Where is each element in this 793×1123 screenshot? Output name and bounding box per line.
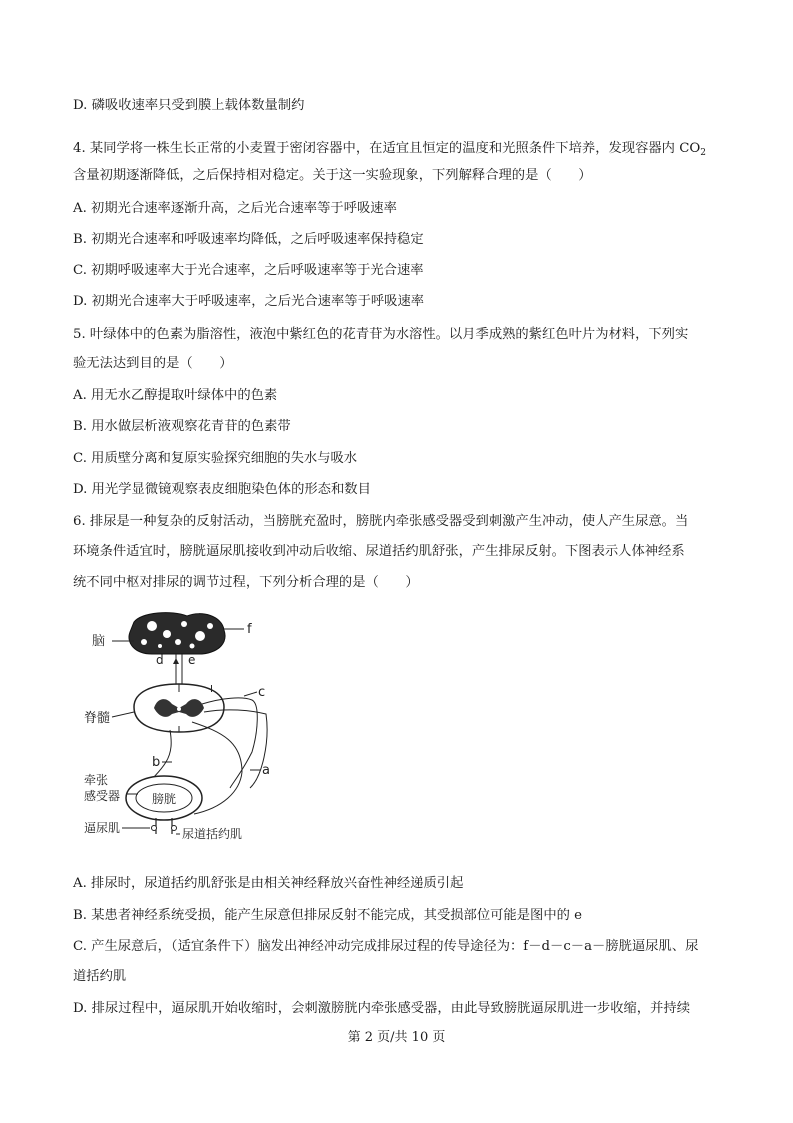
q3-option-d: D. 磷吸收速率只受到膜上载体数量制约 bbox=[73, 98, 305, 113]
label-detrusor: 逼尿肌 bbox=[84, 821, 121, 835]
q6-option-d: D. 排尿过程中，逼尿肌开始收缩时，会刺激膀胱内牵张感受器，由此导致膀胱逼尿肌进一步收缩，并持续 bbox=[73, 1001, 690, 1016]
svg-text:I: I bbox=[210, 684, 213, 695]
label-f: f bbox=[247, 622, 252, 637]
brain-illustration bbox=[129, 613, 225, 654]
label-d: d bbox=[156, 653, 164, 667]
q4-option-a: A. 初期光合速率逐渐升高，之后光合速率等于呼吸速率 bbox=[73, 201, 397, 216]
q4-option-c: C. 初期呼吸速率大于光合速率，之后呼吸速率等于光合速率 bbox=[73, 263, 424, 278]
q4-stem-line2: 含量初期逐渐降低，之后保持相对稳定。关于这一实验现象，下列解释合理的是（ ） bbox=[73, 168, 592, 183]
q6-stem-line2: 环境条件适宜时，膀胱逼尿肌接收到冲动后收缩、尿道括约肌舒张，产生排尿反射。下图表示人体神经系 bbox=[73, 544, 685, 559]
label-bladder: 膀胱 bbox=[152, 792, 177, 806]
diagram-svg bbox=[82, 612, 282, 847]
label-sphincter: 尿道括约肌 bbox=[182, 827, 243, 841]
q5-stem-line1: 5. 叶绿体中的色素为脂溶性，液泡中紫红色的花青苷为水溶性。以月季成熟的紫红色叶片为材料，下列实 bbox=[73, 327, 689, 342]
q4-option-d: D. 初期光合速率大于呼吸速率，之后光合速率等于呼吸速率 bbox=[73, 294, 425, 309]
q4-option-b: B. 初期光合速率和呼吸速率均降低，之后呼吸速率保持稳定 bbox=[73, 232, 424, 247]
q4-stem-text: 4. 某同学将一株生长正常的小麦置于密闭容器中，在适宜且恒定的温度和光照条件下培养，发现容器内 CO bbox=[73, 141, 701, 156]
label-a: a bbox=[262, 763, 270, 778]
q5-stem-line2: 验无法达到目的是（ ） bbox=[73, 356, 233, 371]
q6-option-b: B. 某患者神经系统受损，能产生尿意但排尿反射不能完成，其受损部位可能是图中的 e bbox=[73, 908, 583, 923]
q5-option-c: C. 用质壁分离和复原实验探究细胞的失水与吸水 bbox=[73, 451, 358, 466]
label-e: e bbox=[188, 653, 196, 667]
q5-option-b: B. 用水做层析液观察花青苷的色素带 bbox=[73, 419, 291, 434]
q4-stem-line1 bbox=[73, 140, 723, 162]
label-brain: 脑 bbox=[92, 634, 106, 649]
q6-stem-line3: 统不同中枢对排尿的调节过程，下列分析合理的是（ ） bbox=[73, 575, 419, 590]
page-footer: 第 2 页/共 10 页 bbox=[347, 1030, 446, 1045]
label-b: b bbox=[152, 755, 161, 770]
label-c: c bbox=[258, 685, 266, 700]
urination-reflex-diagram bbox=[82, 612, 282, 847]
q5-option-d: D. 用光学显微镜观察表皮细胞染色体的形态和数目 bbox=[73, 482, 371, 497]
co2-subscript: 2 bbox=[700, 148, 707, 158]
q6-option-a: A. 排尿时，尿道括约肌舒张是由相关神经释放兴奋性神经递质引起 bbox=[73, 876, 464, 891]
q6-option-c-line1: C. 产生尿意后，（适宜条件下）脑发出神经冲动完成排尿过程的传导途径为：f－d－c－a－膀胱逼尿肌、尿 bbox=[73, 939, 699, 954]
label-spinal-cord: 脊髓 bbox=[84, 711, 111, 726]
q6-option-c-line2: 道括约肌 bbox=[73, 969, 127, 984]
q6-stem-line1: 6. 排尿是一种复杂的反射活动，当膀胱充盈时，膀胱内牵张感受器受到刺激产生冲动，使人产生尿意。当 bbox=[73, 514, 689, 529]
label-receptor-line1: 牵张 bbox=[84, 773, 109, 787]
label-receptor-line2: 感受器 bbox=[84, 789, 121, 803]
q5-option-a: A. 用无水乙醇提取叶绿体中的色素 bbox=[73, 388, 278, 403]
